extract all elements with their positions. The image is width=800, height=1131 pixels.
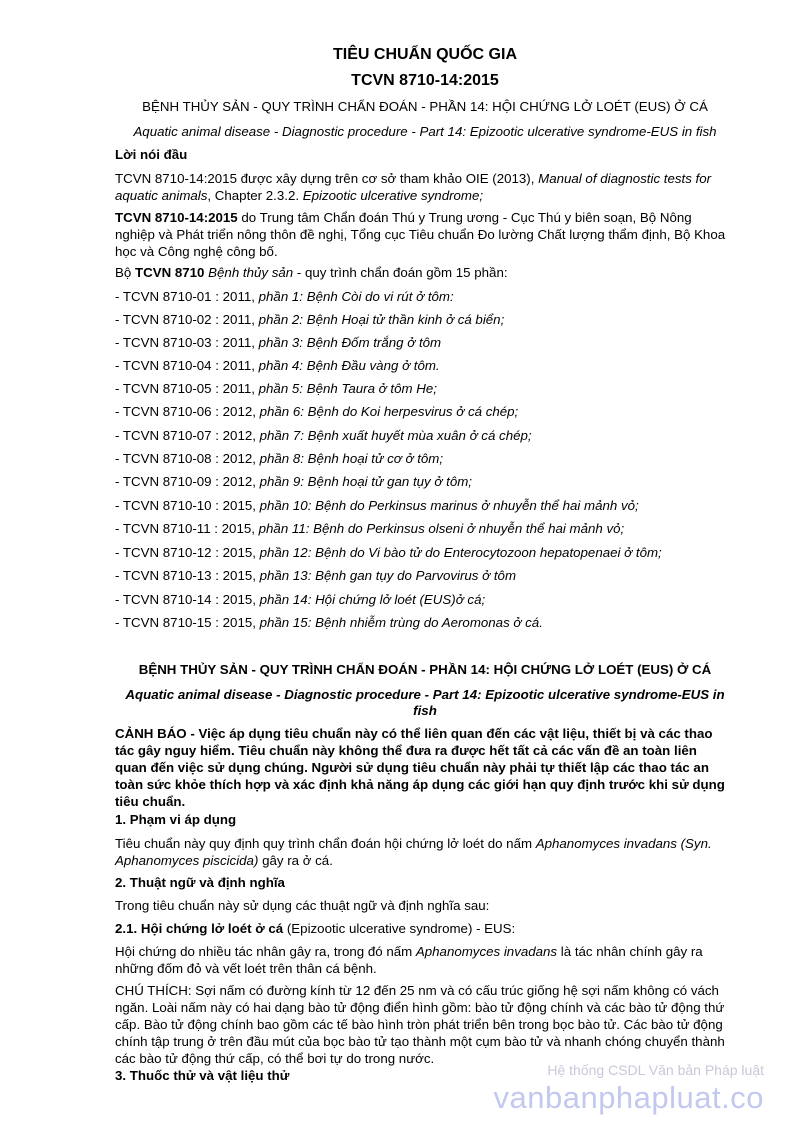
watermark-caption: Hệ thống CSDL Văn bản Pháp luật (547, 1062, 764, 1078)
heading-scope: 1. Phạm vi áp dụng (115, 812, 237, 827)
part-name: phần 2: Bệnh Hoại tử thần kinh ở cá biển; (258, 312, 505, 327)
section-title: BỆNH THỦY SẢN - QUY TRÌNH CHẨN ĐOÁN - PHẦN 14: HỘI CHỨNG LỞ LOÉT (EUS) Ở CÁ (138, 662, 712, 677)
part-name: phần 9: Bệnh hoại tử gan tụy ở tôm; (259, 474, 472, 489)
text-run-italic: Aphanomyces invadans (415, 944, 558, 959)
scope-paragraph (115, 835, 727, 869)
text-run: do Trung tâm Chẩn đoán Thú y Trung ương - Cục Thú y biên soạn, Bộ Nông nghiệp và Phát triển nông thôn đề nghị, Tổng cục Tiêu chuẩn Đo lường Chất lượng thẩm định, Bộ Khoa học và Công nghệ công bố. (115, 210, 726, 259)
text-run: - quy trình chẩn đoán gồm 15 phần: (293, 265, 508, 280)
term-heading-eus (115, 920, 727, 937)
text-run-bold: TCVN 8710-14:2015 (115, 210, 238, 225)
part-name: phần 13: Bệnh gan tụy do Parvovirus ở tôm (259, 568, 517, 583)
text-run-italic: Epizootic ulcerative syndrome; (302, 188, 484, 203)
list-item (115, 380, 735, 397)
list-item (115, 357, 735, 374)
part-name: phần 5: Bệnh Taura ở tôm He; (258, 381, 437, 396)
part-ref: - TCVN 8710-10 : 2015, (115, 498, 260, 513)
note-paragraph: CHÚ THÍCH: Sợi nấm có đường kính từ 12 đến 25 nm và có cấu trúc giống hệ sợi nấm không có vách ngăn. Loài nấm này có hai dạng bào tử động điển hình gồm: bào tử động chính và các bào tử động thứ cấp. Bào tử động chính bao gồm các tế bào hình tròn phát triển bên trong bọc bào tử. Các bào tử động chính tập trung ở trên đầu mút của bọc bào tử tạo thành một cụm bào tử và nhanh chóng chuyển thành các bào tử động thứ cấp, có thể bơi tự do trong nước. (115, 983, 725, 1066)
section-subtitle-line-1: Aquatic animal disease - Diagnostic procedure - Part 14: Epizootic ulcerative syndrome-EUS in (125, 687, 725, 702)
list-item (115, 614, 735, 631)
list-item (115, 403, 735, 420)
part-ref: - TCVN 8710-09 : 2012, (115, 474, 260, 489)
text-run: gây ra ở cá. (258, 853, 333, 868)
part-ref: - TCVN 8710-04 : 2011, (115, 358, 259, 373)
term-definition (115, 943, 727, 977)
text-run-italic: Bệnh thủy sản (208, 265, 294, 280)
terms-paragraph: Trong tiêu chuẩn này sử dụng các thuật ngữ và định nghĩa sau: (115, 898, 490, 913)
part-ref: - TCVN 8710-11 : 2015, (115, 521, 259, 536)
standard-code: TCVN 8710-14:2015 (351, 72, 499, 89)
text-run: Tiêu chuẩn này quy định quy trình chẩn đoán hội chứng lở loét do nấm (115, 836, 536, 851)
text-run: Hội chứng do nhiều tác nhân gây ra, trong đó nấm (115, 944, 416, 959)
part-ref: - TCVN 8710-05 : 2011, (115, 381, 259, 396)
part-name: phần 12: Bệnh do Vi bào tử do Enterocytozoon hepatopenaei ở tôm; (259, 545, 662, 560)
list-item (115, 497, 735, 514)
list-item (115, 567, 735, 584)
part-ref: - TCVN 8710-01 : 2011, (115, 289, 259, 304)
text-run-italic: Manual of diagnostic tests for aquatic animals (115, 171, 712, 203)
list-item (115, 288, 735, 305)
heading-terms: 2. Thuật ngữ và định nghĩa (115, 875, 285, 890)
part-name: phần 15: Bệnh nhiễm trùng do Aeromonas ở cá. (259, 615, 543, 630)
warning-paragraph: CẢNH BÁO - Việc áp dụng tiêu chuẩn này có thể liên quan đến các vật liệu, thiết bị và các thao tác gây nguy hiểm. Tiêu chuẩn này không thể đưa ra được hết tất cả các vấn đề an toàn liên quan đến việc sử dụng chúng. Người sử dụng tiêu chuẩn này phải tự thiết lập các thao tác an toàn sức khỏe thích hợp và xác định khả năng áp dụng các giới hạn quy định trước khi sử dụng tiêu chuẩn. (115, 726, 725, 809)
part-name: phần 11: Bệnh do Perkinsus olseni ở nhuyễn thể hai mảnh vỏ; (258, 521, 625, 536)
document-heading: TIÊU CHUẨN QUỐC GIA (333, 46, 517, 63)
list-item (115, 334, 735, 351)
part-name: phần 8: Bệnh hoại tử cơ ở tôm; (259, 451, 444, 466)
watermark-site: vanbanphapluat.co (493, 1080, 764, 1115)
part-name: phần 3: Bệnh Đốm trắng ở tôm (258, 335, 442, 350)
list-item (115, 544, 735, 561)
standard-title-en: Aquatic animal disease - Diagnostic procedure - Part 14: Epizootic ulcerative syndrome-EUS in fish (133, 124, 717, 139)
text-run: Bộ (115, 265, 135, 280)
part-ref: - TCVN 8710-15 : 2015, (115, 615, 260, 630)
list-item (115, 427, 735, 444)
text-run-italic: Aphanomyces invadans (Syn. Aphanomyces piscicida) (115, 836, 712, 868)
part-ref: - TCVN 8710-12 : 2015, (115, 545, 260, 560)
part-name: phần 4: Bệnh Đầu vàng ở tôm. (258, 358, 440, 373)
part-ref: - TCVN 8710-07 : 2012, (115, 428, 260, 443)
part-ref: - TCVN 8710-02 : 2011, (115, 312, 259, 327)
text-run-bold: TCVN 8710 (134, 265, 205, 280)
heading-reagents: 3. Thuốc thử và vật liệu thử (115, 1068, 290, 1083)
foreword-heading: Lời nói đầu (115, 147, 188, 162)
foreword-paragraph-3 (115, 264, 727, 281)
part-name: phần 10: Bệnh do Perkinsus marinus ở nhuyễn thể hai mảnh vỏ; (259, 498, 639, 513)
list-item (115, 311, 735, 328)
part-name: phần 7: Bệnh xuất huyết mùa xuân ở cá chép; (259, 428, 532, 443)
foreword-paragraph-1 (115, 170, 727, 204)
part-name: phần 14: Hội chứng lở loét (EUS)ở cá; (259, 592, 486, 607)
text-run: là tác nhân chính gây ra những đốm đỏ và vết loét trên thân cá bệnh. (115, 944, 703, 976)
text-run: (Epizootic ulcerative syndrome) - EUS: (283, 921, 516, 936)
part-name: phần 1: Bệnh Còi do vi rút ở tôm: (258, 289, 454, 304)
list-item (115, 520, 735, 537)
text-run: TCVN 8710-14:2015 được xây dựng trên cơ sở tham khảo OIE (2013), (115, 171, 539, 186)
part-ref: - TCVN 8710-03 : 2011, (115, 335, 259, 350)
text-run-bold: 2.1. Hội chứng lở loét ở cá (115, 921, 284, 936)
part-ref: - TCVN 8710-13 : 2015, (115, 568, 260, 583)
foreword-paragraph-2 (115, 209, 727, 260)
standard-title-vi: BỆNH THỦY SẢN - QUY TRÌNH CHẨN ĐOÁN - PHẦN 14: HỘI CHỨNG LỞ LOÉT (EUS) Ở CÁ (142, 99, 708, 114)
section-subtitle-line-2: fish (413, 703, 437, 718)
part-ref: - TCVN 8710-08 : 2012, (115, 451, 260, 466)
text-run: , Chapter 2.3.2. (207, 188, 303, 203)
part-ref: - TCVN 8710-14 : 2015, (115, 592, 260, 607)
list-item (115, 450, 735, 467)
part-ref: - TCVN 8710-06 : 2012, (115, 404, 260, 419)
part-name: phần 6: Bệnh do Koi herpesvirus ở cá chép; (259, 404, 519, 419)
list-item (115, 473, 735, 490)
list-item (115, 591, 735, 608)
